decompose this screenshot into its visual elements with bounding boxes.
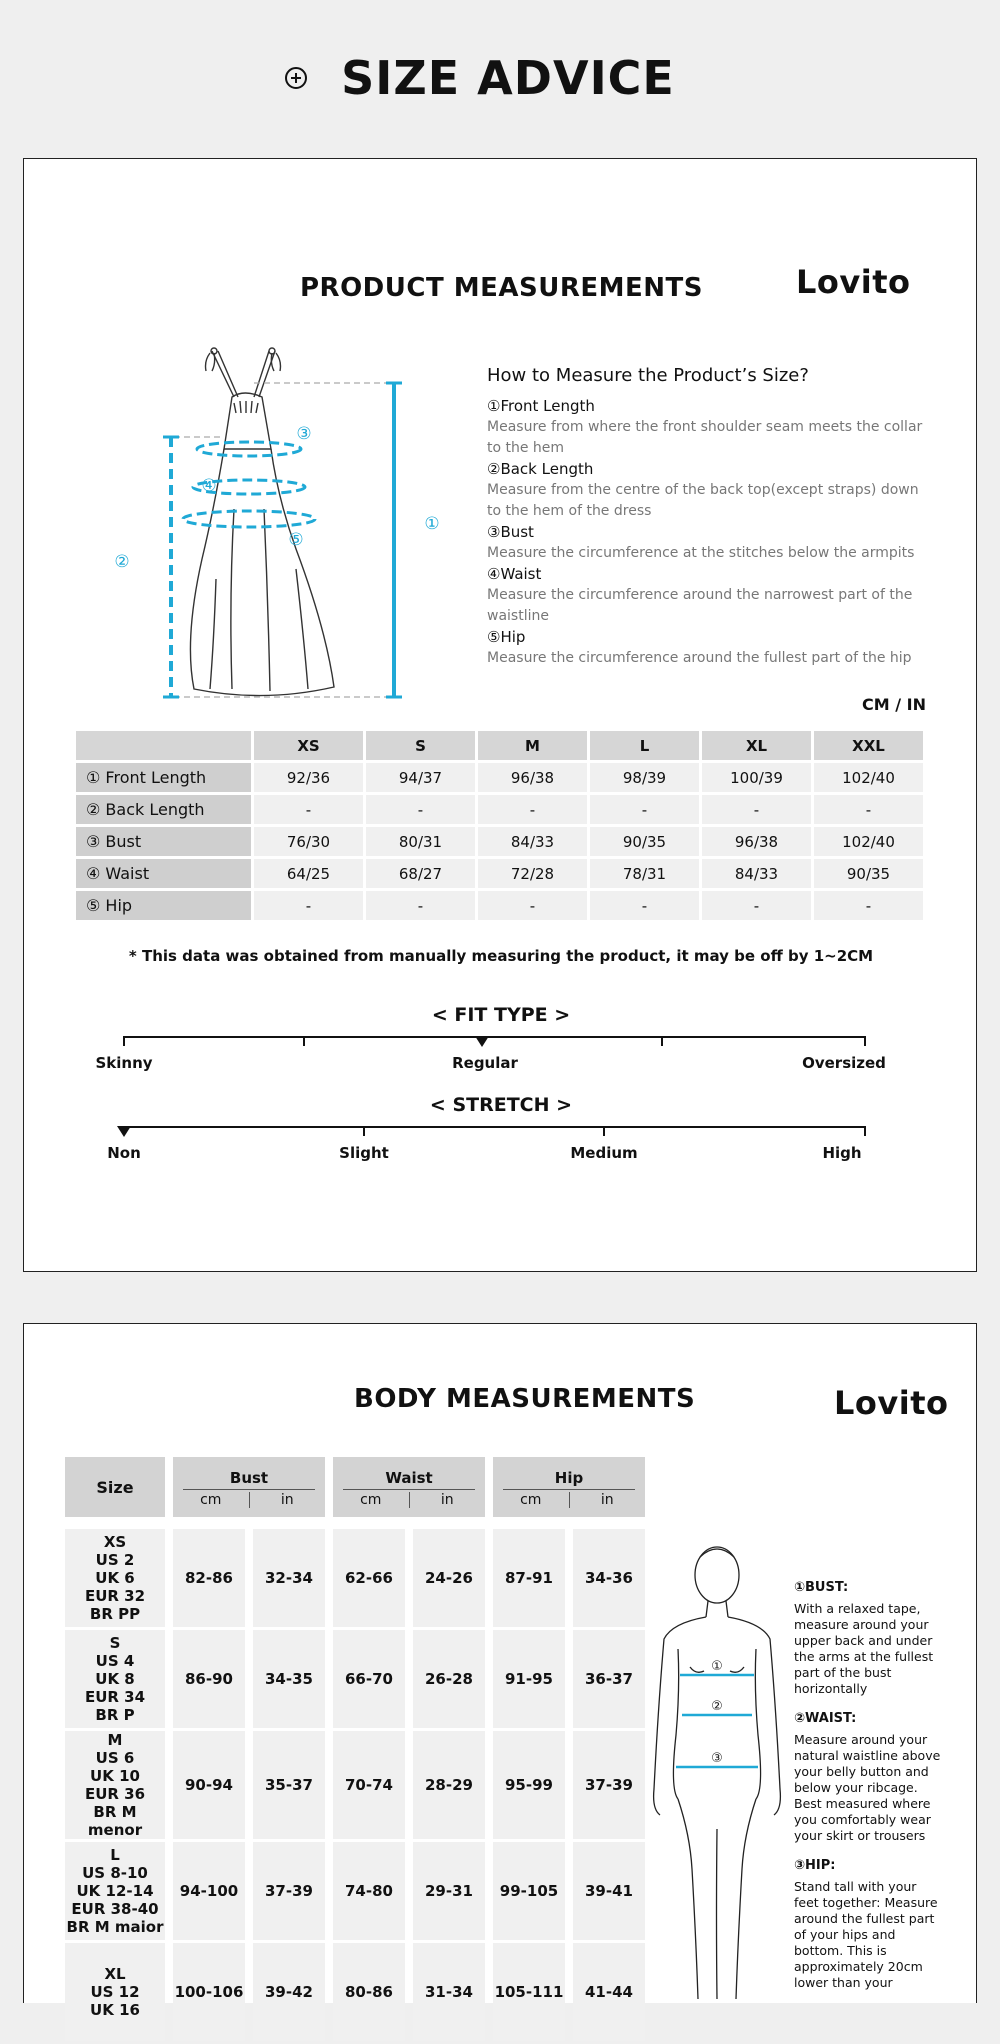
bust-group-header (173, 1457, 325, 1517)
measure-instructions (487, 365, 927, 669)
stretch-tick (603, 1126, 605, 1136)
table-row (65, 1842, 645, 1940)
brand-logo: Lovito (834, 1384, 949, 1422)
note-desc: Measure around your natural waistline above your belly button and below your ribcage. Best measured where you comfortably wear your skirt or trousers (794, 1732, 941, 1843)
measurement-disclaimer: * This data was obtained from manually measuring the product, it may be off by 1~2CM (128, 947, 874, 965)
table-header-row (76, 731, 923, 760)
table-cell: 96/38 (478, 763, 587, 792)
waist-group-header (333, 1457, 485, 1517)
product-size-table (73, 728, 926, 923)
stretch-selected-marker (117, 1126, 131, 1137)
fit-type-title: < FIT TYPE > (431, 1004, 571, 1026)
table-cell: 64/25 (254, 859, 363, 888)
size-column-header: Size (65, 1457, 165, 1517)
table-cell: 31-34 (413, 1943, 485, 2041)
expand-plus-icon[interactable] (285, 67, 307, 89)
table-cell: 84/33 (478, 827, 587, 856)
table-cell: - (590, 795, 699, 824)
note-title: ②WAIST: (794, 1711, 857, 1726)
stretch-label-non: Non (107, 1144, 141, 1162)
table-cell: 70-74 (333, 1731, 405, 1839)
body-measurements-title: BODY MEASUREMENTS (354, 1384, 696, 1414)
table-cell: - (590, 891, 699, 920)
table-row (65, 1630, 645, 1728)
stretch-tick (864, 1126, 866, 1136)
table-row (65, 1529, 645, 1627)
figure-marker-1: ① (711, 1659, 723, 1674)
group-name: Waist (343, 1469, 475, 1490)
table-cell: - (702, 891, 811, 920)
table-row (76, 763, 923, 792)
size-header: XL (702, 731, 811, 760)
note-desc: With a relaxed tape, measure around your upper back and under the arms at the fullest part of the bust horizontally (794, 1601, 934, 1696)
table-cell: 102/40 (814, 763, 923, 792)
table-cell: 105-111 (493, 1943, 565, 2041)
table-row (65, 1943, 645, 2041)
table-cell: 96/38 (702, 827, 811, 856)
table-cell: 92/36 (254, 763, 363, 792)
table-cell: 35-37 (253, 1731, 325, 1839)
table-cell: 32-34 (253, 1529, 325, 1627)
unit-in: in (280, 1492, 294, 1508)
item-desc: Measure from the centre of the back top(except straps) down to the hem of the dress (487, 482, 919, 519)
size-header: S (366, 731, 475, 760)
diagram-marker-1: ① (424, 514, 440, 534)
row-label: ③ Bust (76, 827, 251, 856)
stretch-label-medium: Medium (570, 1144, 638, 1162)
table-row (76, 891, 923, 920)
item-title: ⑤Hip (487, 628, 526, 646)
table-cell: - (814, 891, 923, 920)
table-cell: 95-99 (493, 1731, 565, 1839)
diagram-marker-3: ③ (296, 424, 312, 444)
table-cell: - (366, 891, 475, 920)
hip-group-header (493, 1457, 645, 1517)
table-cell: 98/39 (590, 763, 699, 792)
fit-type-tick (661, 1036, 663, 1046)
table-cell: 82-86 (173, 1529, 245, 1627)
unit-in: in (600, 1492, 614, 1508)
diagram-marker-4: ④ (201, 476, 217, 496)
note-title: ③HIP: (794, 1858, 836, 1873)
table-cell: 100/39 (702, 763, 811, 792)
figure-marker-3: ③ (711, 1751, 723, 1766)
stretch-label-high: High (822, 1144, 862, 1162)
body-measurements-card (23, 1323, 977, 2019)
howto-question: How to Measure the Product’s Size? (487, 365, 809, 386)
body-figure-diagram (642, 1539, 792, 2009)
table-cell: 28-29 (413, 1731, 485, 1839)
fit-type-tick (123, 1036, 125, 1046)
size-header: L (590, 731, 699, 760)
table-cell: - (702, 795, 811, 824)
page-title: SIZE ADVICE (341, 51, 675, 105)
table-cell: 91-95 (493, 1630, 565, 1728)
table-cell: 26-28 (413, 1630, 485, 1728)
fit-type-tick (303, 1036, 305, 1046)
size-header: XS (254, 731, 363, 760)
note-desc: Stand tall with your feet together: Measure around the fullest part of your hips and bottom. This is approximately 20cm lower than your (794, 1879, 938, 1990)
fit-type-scale-line (123, 1036, 866, 1038)
stretch-title: < STRETCH > (429, 1094, 573, 1116)
item-desc: Measure from where the front shoulder seam meets the collar to the hem (487, 419, 923, 456)
table-cell: 90-94 (173, 1731, 245, 1839)
unit-label: CM / IN (862, 695, 926, 714)
item-desc: Measure the circumference at the stitches below the armpits (487, 545, 915, 561)
table-cell: 102/40 (814, 827, 923, 856)
item-title: ①Front Length (487, 397, 595, 415)
row-label: ④ Waist (76, 859, 251, 888)
size-advice-header (0, 48, 1000, 108)
table-row (65, 1731, 645, 1839)
dress-diagram (64, 339, 440, 699)
unit-in: in (440, 1492, 454, 1508)
table-cell: 66-70 (333, 1630, 405, 1728)
table-cell: - (254, 795, 363, 824)
stretch-scale-line (123, 1126, 866, 1128)
table-cell: 74-80 (333, 1842, 405, 1940)
row-label: ⑤ Hip (76, 891, 251, 920)
size-cell: L US 8-10 UK 12-14 EUR 38-40 BR M maior (65, 1842, 165, 1940)
table-cell: 29-31 (413, 1842, 485, 1940)
table-cell: - (254, 891, 363, 920)
body-table-header-row (65, 1457, 645, 1517)
size-header: XXL (814, 731, 923, 760)
fit-type-selected-marker (475, 1036, 489, 1047)
table-cell: 87-91 (493, 1529, 565, 1627)
body-size-table (57, 1454, 653, 2044)
table-corner (76, 731, 251, 760)
size-header: M (478, 731, 587, 760)
table-cell: 80-86 (333, 1943, 405, 2041)
fit-type-label-oversized: Oversized (802, 1054, 886, 1072)
table-cell: 37-39 (253, 1842, 325, 1940)
table-cell: 86-90 (173, 1630, 245, 1728)
product-measurements-card (23, 158, 977, 1272)
table-cell: 90/35 (814, 859, 923, 888)
size-cell: XL US 12 UK 16 (65, 1943, 165, 2041)
diagram-marker-2: ② (114, 552, 130, 572)
table-cell: 72/28 (478, 859, 587, 888)
table-cell: 94/37 (366, 763, 475, 792)
note-title: ①BUST: (794, 1580, 849, 1595)
group-name: Hip (503, 1469, 635, 1490)
stretch-label-slight: Slight (339, 1144, 389, 1162)
unit-cm: cm (333, 1492, 410, 1508)
size-cell: XS US 2 UK 6 EUR 32 BR PP (65, 1529, 165, 1627)
brand-logo: Lovito (796, 263, 911, 301)
table-cell: 41-44 (573, 1943, 645, 2041)
table-cell: 76/30 (254, 827, 363, 856)
size-cell: S US 4 UK 8 EUR 34 BR P (65, 1630, 165, 1728)
table-cell: 99-105 (493, 1842, 565, 1940)
table-cell: 36-37 (573, 1630, 645, 1728)
table-cell: - (478, 795, 587, 824)
group-name: Bust (183, 1469, 315, 1490)
table-cell: - (814, 795, 923, 824)
row-label: ① Front Length (76, 763, 251, 792)
table-cell: 39-41 (573, 1842, 645, 1940)
unit-cm: cm (173, 1492, 250, 1508)
stretch-tick (363, 1126, 365, 1136)
item-desc: Measure the circumference around the narrowest part of the waistline (487, 587, 913, 624)
table-cell: 37-39 (573, 1731, 645, 1839)
table-cell: - (478, 891, 587, 920)
table-cell: 68/27 (366, 859, 475, 888)
table-cell: 84/33 (702, 859, 811, 888)
table-row (76, 795, 923, 824)
table-cell: 34-35 (253, 1630, 325, 1728)
fit-type-tick (864, 1036, 866, 1046)
table-cell: 90/35 (590, 827, 699, 856)
table-row (76, 827, 923, 856)
table-cell: - (366, 795, 475, 824)
item-title: ③Bust (487, 523, 534, 541)
table-cell: 62-66 (333, 1529, 405, 1627)
row-label: ② Back Length (76, 795, 251, 824)
size-cell: M US 6 UK 10 EUR 36 BR M menor (65, 1731, 165, 1839)
table-cell: 78/31 (590, 859, 699, 888)
item-title: ②Back Length (487, 460, 594, 478)
product-measurements-title: PRODUCT MEASUREMENTS (300, 273, 703, 303)
body-measure-notes (794, 1580, 944, 2005)
table-cell: 80/31 (366, 827, 475, 856)
diagram-marker-5: ⑤ (288, 530, 304, 550)
table-cell: 39-42 (253, 1943, 325, 2041)
table-cell: 24-26 (413, 1529, 485, 1627)
table-cell: 94-100 (173, 1842, 245, 1940)
table-cell: 100-106 (173, 1943, 245, 2041)
fit-type-label-regular: Regular (452, 1054, 518, 1072)
table-row (76, 859, 923, 888)
item-title: ④Waist (487, 565, 542, 583)
table-cell: 34-36 (573, 1529, 645, 1627)
fit-type-label-skinny: Skinny (95, 1054, 153, 1072)
unit-cm: cm (493, 1492, 570, 1508)
figure-marker-2: ② (711, 1699, 723, 1714)
item-desc: Measure the circumference around the fullest part of the hip (487, 650, 912, 666)
